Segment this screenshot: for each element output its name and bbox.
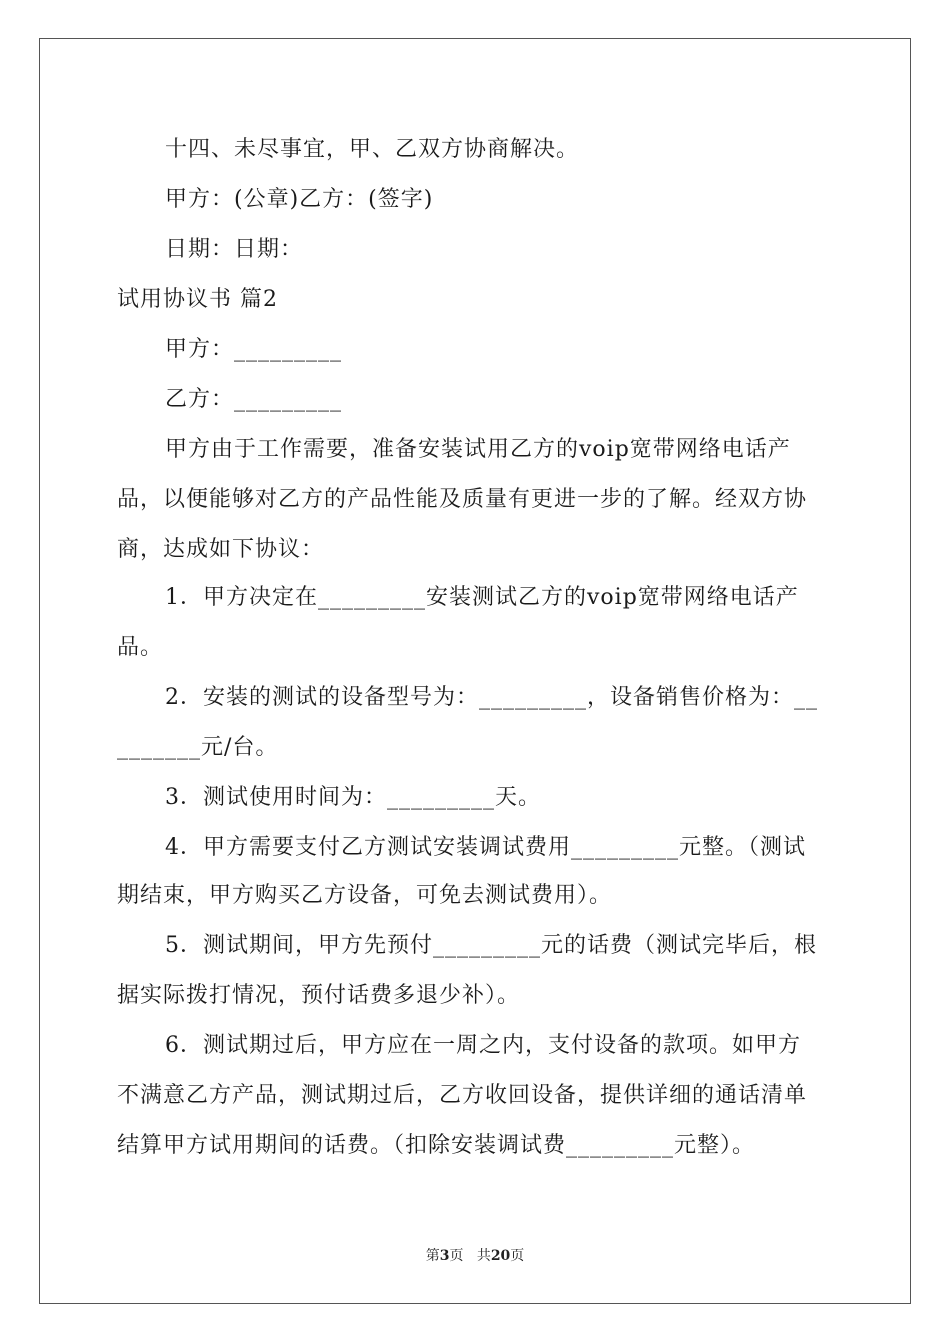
party-a-line: 甲方：_________: [165, 337, 343, 362]
clause-4-line-1: 4．甲方需要支付乙方测试安装调试费用_________元整。（测试: [165, 835, 806, 860]
clause-2-line-2: _______元/台。: [117, 735, 279, 760]
current-page-number: 3: [439, 1248, 450, 1264]
party-b-line: 乙方：_________: [165, 387, 343, 412]
clause-1-line-1: 1．甲方决定在_________安装测试乙方的voip宽带网络电话产: [165, 585, 799, 610]
date-line: 日期：日期：: [165, 237, 304, 262]
clause-4-line-2: 期结束，甲方购买乙方设备，可免去测试费用）。: [117, 883, 613, 908]
page-border: [39, 38, 911, 1304]
clause-6-line-3: 结算甲方试用期间的话费。（扣除安装调试费_________元整）。: [117, 1133, 756, 1158]
footer-prefix: 第: [425, 1248, 440, 1264]
clause-3-line-1: 3．测试使用时间为：_________天。: [165, 785, 541, 810]
clause-5-line-2: 据实际拨打情况，预付话费多退少补）。: [117, 983, 521, 1008]
page-footer: [0, 1246, 950, 1266]
intro-paragraph-line-3: 商，达成如下协议：: [117, 537, 325, 562]
footer-total-suffix: 页: [510, 1248, 525, 1264]
intro-paragraph-line-1: 甲方由于工作需要，准备安装试用乙方的voip宽带网络电话产: [165, 437, 791, 462]
footer-total-prefix: 共: [476, 1248, 491, 1264]
clause-2-line-1: 2．安装的测试的设备型号为：_________，设备销售价格为：__: [165, 685, 818, 710]
clause-fourteen: 十四、未尽事宜，甲、乙双方协商解决。: [165, 137, 580, 162]
clause-5-line-1: 5．测试期间，甲方先预付_________元的话费（测试完毕后，根: [165, 933, 817, 958]
clause-6-line-1: 6．测试期过后，甲方应在一周之内，支付设备的款项。如甲方: [165, 1033, 801, 1058]
intro-paragraph-line-2: 品，以便能够对乙方的产品性能及质量有更进一步的了解。经双方协: [117, 487, 808, 512]
signature-line: 甲方：(公章)乙方：(签字): [165, 187, 434, 212]
clause-6-line-2: 不满意乙方产品，测试期过后，乙方收回设备，提供详细的通话清单: [117, 1083, 808, 1108]
section-title: 试用协议书 篇2: [117, 287, 278, 312]
footer-page-suffix: 页: [449, 1248, 464, 1264]
total-pages-number: 20: [490, 1248, 511, 1264]
clause-1-line-2: 品。: [117, 635, 164, 660]
